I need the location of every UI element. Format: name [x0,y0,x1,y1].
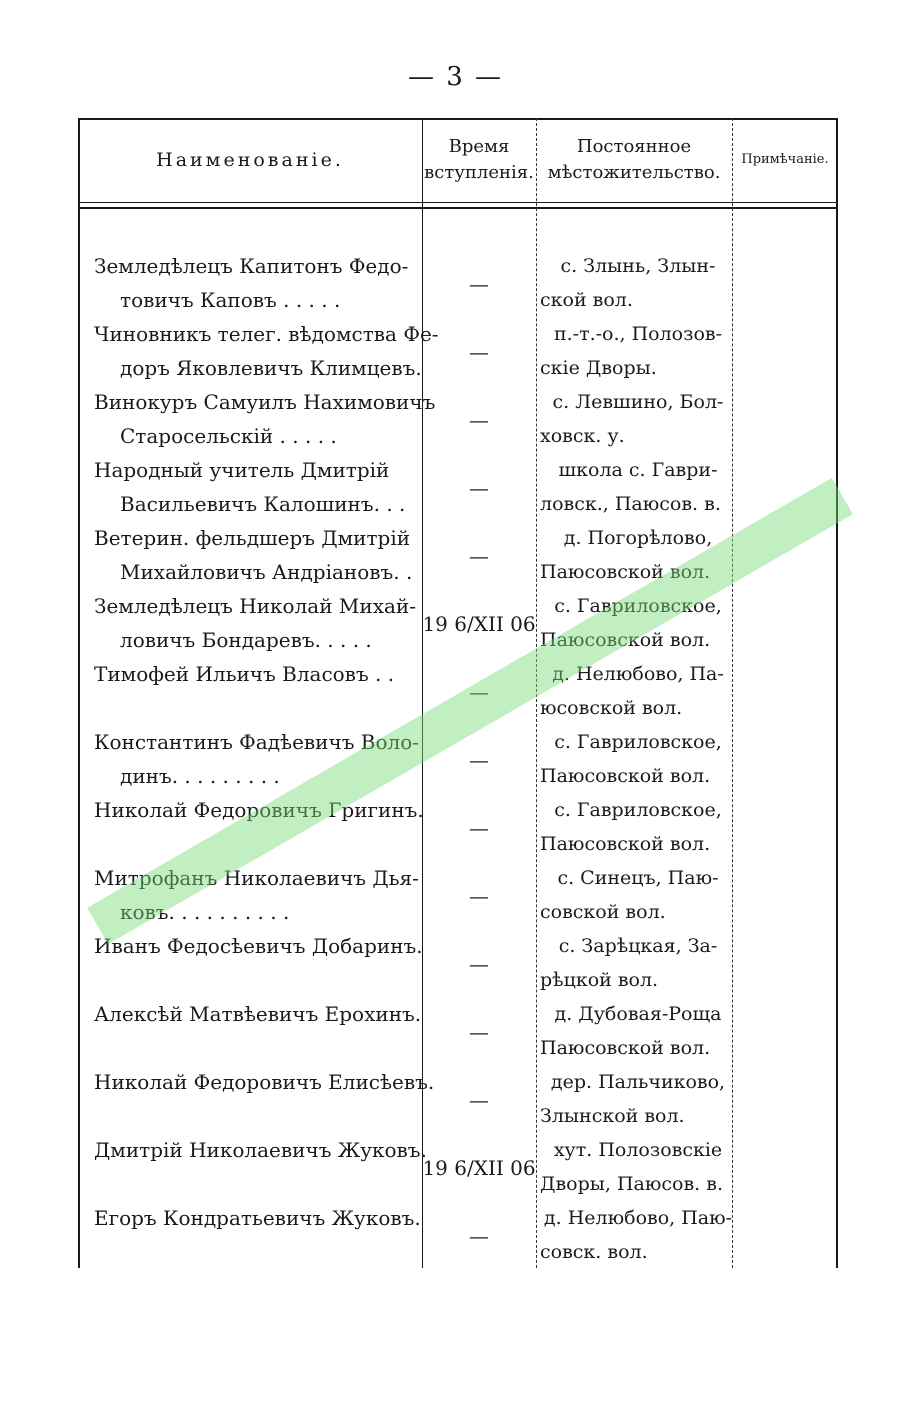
entry-time: — [469,1088,489,1112]
table-row [78,1201,838,1269]
entry-residence-line-2: совской вол. [540,901,666,923]
entry-residence [540,1133,736,1201]
entry-name-line-2: доръ Яковлевичъ Климцевъ. [120,356,422,380]
entry-name-line-1: Винокуръ Самуилъ Нахимовичъ [94,390,436,414]
entry-name [94,385,436,453]
entry-name-line-2: ковъ. . . . . . . . . . [120,900,290,924]
entry-residence-line-2: рѣцкой вол. [540,969,659,991]
entry-residence-line-1: дер. Пальчиково, [550,1071,726,1093]
entry-residence-line-1: д. Дубовая-Роща [554,1003,722,1025]
entry-time: — [469,680,489,704]
entry-name-line-1: Николай Федоровичъ Елисѣевъ. [94,1070,435,1094]
entry-name [94,657,414,691]
table-row [78,589,838,657]
entry-name [94,317,439,385]
table-row [78,929,838,997]
entry-residence [540,385,736,453]
entry-name-line-1: Ветерин. фельдшеръ Дмитрій [94,526,411,550]
table-row [78,1133,838,1201]
entry-residence-line-2: Паюсовской вол. [540,629,711,651]
entry-residence [540,725,736,793]
entry-name-line-1: Алексѣй Матвѣевичъ Ерохинъ. [94,1002,422,1026]
entry-name-line-1: Тимофей Ильичъ Власовъ . . [94,662,395,686]
entry-residence-line-2: ловск., Паюсов. в. [540,493,721,515]
entry-time: 19 6/XII 06 [422,612,536,636]
entry-name [94,1133,427,1167]
entry-residence-line-1: хут. Полозовскіе [553,1139,723,1161]
entry-name-line-2: товичъ Каповъ . . . . . [120,288,341,312]
table-row [78,1065,838,1133]
entry-time: — [469,952,489,976]
entry-residence-line-2: ской вол. [540,289,633,311]
entry-residence-line-2: Злынской вол. [540,1105,685,1127]
entry-name-line-1: Иванъ Федосѣевичъ Добаринъ. [94,934,423,958]
entry-name-line-1: Митрофанъ Николаевичъ Дья- [94,866,419,890]
entry-name-line-2: динъ. . . . . . . . . [120,764,280,788]
entry-residence-line-2: Паюсовской вол. [540,561,711,583]
entry-name-line-1: Земледѣлецъ Капитонъ Федо- [94,254,409,278]
entry-name [94,997,422,1031]
entry-residence-line-1: школа с. Гаври- [558,459,718,481]
entry-residence-line-2: Паюсовской вол. [540,765,711,787]
entry-residence-line-1: с. Синецъ, Паю- [557,867,719,889]
entry-residence [540,317,736,385]
entry-time: — [469,1020,489,1044]
header-rule [78,202,838,203]
header-residence: Постоянное мѣстожительство. [547,136,721,183]
entry-residence-line-1: с. Гавриловское, [554,731,722,753]
entry-residence-line-1: с. Зарѣцкая, За- [558,935,718,957]
entry-residence [540,453,736,521]
entry-residence-line-1: д. Нелюбово, Паю- [543,1207,733,1229]
entry-residence-line-2: совск. вол. [540,1241,648,1263]
entry-residence-line-1: с. Левшино, Бол- [552,391,724,413]
entry-residence-line-1: д. Погорѣлово, [563,527,713,549]
entry-name-line-1: Николай Федоровичъ Григинъ. [94,798,424,822]
entry-time: — [469,1224,489,1248]
entry-time: 19 6/XII 06 [422,1156,536,1180]
entry-residence-line-2: Дворы, Паюсов. в. [540,1173,723,1195]
entry-residence-line-2: ховск. у. [540,425,625,447]
header-note: Примѣчаніе. [741,152,829,167]
entry-name [94,521,414,589]
table-row [78,453,838,521]
entry-residence-line-2: Паюсовской вол. [540,1037,711,1059]
entry-residence-line-1: с. Гавриловское, [554,595,722,617]
entry-time: — [469,544,489,568]
entry-time: — [469,340,489,364]
entry-name-line-2: Старосельскій . . . . . [120,424,337,448]
entry-time: — [469,408,489,432]
entry-residence-line-1: п.-т.-о., Полозов- [553,323,723,345]
entry-time: — [469,816,489,840]
entry-residence [540,793,736,861]
entry-name [94,453,414,521]
table-row [78,249,838,317]
header-rule-double [78,207,838,209]
entry-name [94,249,414,317]
table-row [78,317,838,385]
entry-residence [540,249,736,317]
entry-name [94,1065,435,1099]
entry-residence-line-2: юсовской вол. [540,697,683,719]
table-body [78,249,838,1269]
entry-time: — [469,748,489,772]
entry-residence [540,929,736,997]
header-name: Наименованіе. [156,149,344,171]
entry-time: — [469,884,489,908]
entry-name-line-1: Народный учитель Дмитрій [94,458,390,482]
entry-residence-line-1: д. Нелюбово, Па- [552,663,724,685]
entry-name-line-2: Михайловичъ Андріановъ. . [120,560,413,584]
entry-name-line-2: Васильевичъ Калошинъ. . . [120,492,406,516]
table-row [78,385,838,453]
entry-residence-line-1: с. Гавриловское, [554,799,722,821]
entry-name-line-1: Чиновникъ телег. вѣдомства Фе- [94,322,439,346]
entry-residence-line-1: с. Злынь, Злын- [560,255,716,277]
entry-residence-line-2: Паюсовской вол. [540,833,711,855]
table-row [78,997,838,1065]
entry-name-line-2: ловичъ Бондаревъ. . . . . [120,628,372,652]
page-number: — 3 — [407,62,504,92]
entry-residence [540,997,736,1065]
entry-residence-line-2: скіе Дворы. [540,357,657,379]
entry-time: — [469,476,489,500]
entry-name [94,589,414,657]
header-time: Время вступленія. [424,136,534,183]
entry-name-line-1: Константинъ Фадѣевичъ Воло- [94,730,420,754]
entry-residence [540,1065,736,1133]
entry-residence [540,861,736,929]
entry-time: — [469,272,489,296]
entry-name-line-1: Егоръ Кондратьевичъ Жуковъ. [94,1206,421,1230]
entry-name-line-1: Земледѣлецъ Николай Михай- [94,594,416,618]
entry-residence [540,1201,736,1269]
entry-name-line-1: Дмитрій Николаевичъ Жуковъ. [94,1138,427,1162]
entry-name [94,1201,421,1235]
entry-name [94,929,423,963]
